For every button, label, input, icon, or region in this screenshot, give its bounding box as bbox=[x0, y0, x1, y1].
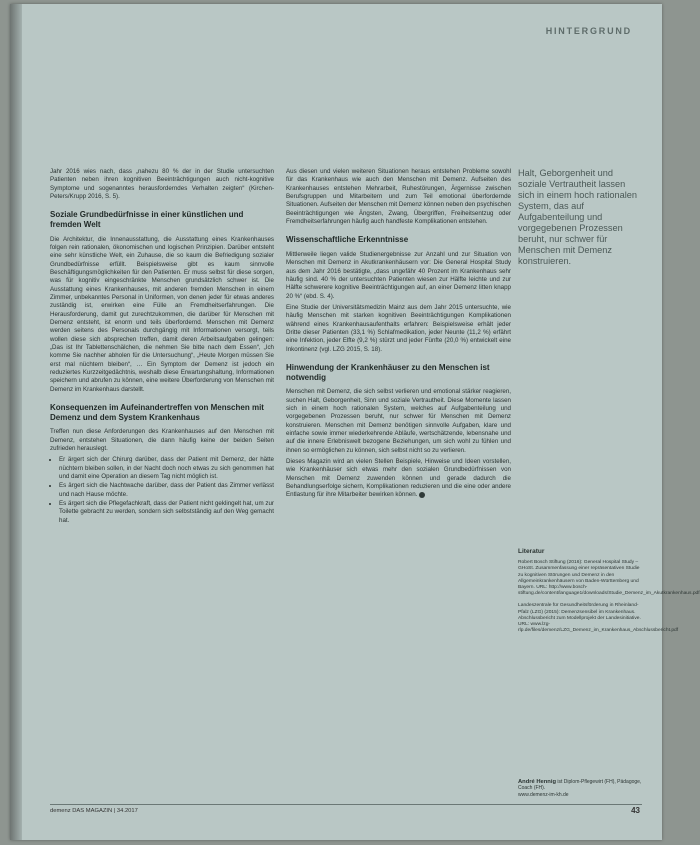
paragraph-problems: Aus diesen und vielen weiteren Situationen heraus entstehen Probleme sowohl für das Krankenhaus wie auch den Menschen mit Demenz. Aufseiten des Krankenhauses entstehen Mehrarbeit, Ruhestörungen, Ärgernisse zwischen Berufsgruppen und Mitarbeitern und zum Teil emotional überfordernde Situationen. Aufseiten der Menschen mit Demenz können neben den psychischen Beeinträchtigungen wie Ängsten, Zwang, Übergriffen, Freiheitsentzug oder Fremdheitserfahrungen häufig auch handfeste Komplikationen entstehen. bbox=[286, 168, 511, 226]
author-bio: ist Diplom-Pflegewirt (FH), Pädagoge, Coach (FH). bbox=[518, 779, 642, 792]
intro-paragraph: Jahr 2016 wies nach, dass „nahezu 80 % der in der Studie untersuchten Patienten neben ihren kognitiven Beeinträchtigungen auch nicht-kognitive Symptome und sogenanntes herausforderndes Verhalten zeigten“ (Kirchen-Peters/Krupp 2016, S. 5). bbox=[50, 168, 274, 201]
heading-social-needs: Soziale Grundbedürfnisse in einer künstlichen und fremden Welt bbox=[50, 210, 244, 229]
list-item: • Er ärgert sich der Chirurg darüber, dass der Patient mit Demenz, der hätte nüchtern bleiben sollen, in der Nacht doch noch etwas zu sich genommen hat und damit eine Operation an diesem Tag nicht möglich ist. bbox=[59, 456, 274, 481]
list-item: • Es ärgert sich die Pflegefachkraft, dass der Patient nicht geklingelt hat, um zur Toilette gebracht zu werden, sondern sich selbstständig auf den Weg gemacht hat. bbox=[59, 500, 274, 525]
paragraph-consequences: Treffen nun diese Anforderungen des Krankenhauses auf den Menschen mit Demenz, entstehen Situationen, die dann häufig keine der beiden Seiten zufrieden herauslegt. bbox=[50, 428, 274, 452]
closing-text: Dieses Magazin wird an vielen Stellen Beispiele, Hinweise und Ideen vorstellen, wie Krankenhäuser sich etwas mehr den sozialen Grundbedürfnissen von Menschen mit Demenz zuwenden können und gerade dadurch die Behandlungserfolge sichern, Komplikationen reduzieren und die eine oder andere Entlastung für ihre Mitarbeiter bewirken können. bbox=[286, 458, 511, 499]
column-right bbox=[518, 168, 642, 270]
literature-box bbox=[518, 548, 700, 640]
page-spine bbox=[10, 4, 22, 840]
consequence-list bbox=[50, 456, 274, 525]
column-middle bbox=[286, 168, 511, 503]
footer-publication: demenz DAS MAGAZIN | 34.2017 bbox=[50, 808, 138, 814]
pull-quote: Halt, Geborgenheit und soziale Vertrautheit lassen sich in einem hoch rationalen System, das auf Aufgabenteilung und vorgegebenen Prozessen beruht, nur schwer für Menschen mit Demenz konstruieren. bbox=[518, 168, 637, 266]
author-url[interactable]: www.demenz-im-kh.de bbox=[518, 791, 569, 798]
paragraph-needs: Menschen mit Demenz, die sich selbst verlieren und emotional stärker reagieren, suchen Halt, Geborgenheit, Sinn und soziale Vertrautheit. Diese Momente lassen sich in einem hoch rationalen System, welches auf Aufgabenteilung und vorgegebenen Prozessen beruht, nur schwer für Menschen mit Demenz konstruieren. Menschen mit Demenz benötigen sinnvolle Aufgaben, klare und einfache sowie immer wiederkehrende Abläufe, wertschätzende, lebensnahe und auf die innere Erlebniswelt bezogene Beziehungen, um sich wohl zu fühlen und ihnen so ermöglichen zu können, sich selbst nicht so zu verlieren. bbox=[286, 388, 511, 454]
section-label: HINTERGRUND bbox=[545, 26, 632, 36]
literature-heading: Literatur bbox=[518, 548, 545, 555]
magazine-page bbox=[10, 4, 700, 840]
paragraph-closing bbox=[286, 458, 511, 500]
list-item: • Es ärgert sich die Nachtwache darüber, dass der Patient das Zimmer verlässt und nach Hause möchte. bbox=[59, 482, 274, 499]
paragraph-mainz-study: Eine Studie der Universitätsmedizin Mainz aus dem Jahr 2015 untersuchte, wie häufig Menschen mit starken kognitiven Beeinträchtigungen Komplikationen während eines Krankenhausaufenthalts erfahren: Beispielsweise erhält jeder Dritte dieser Patienten (33,1 %) Schlafmedikation, jeder Neunte (11,2 %) erfährt eine Infektion, jeder Elfte (9,2 %) stürzt und jeder Fünfte (20,0 %) entwickelt eine Inkontinenz (vgl. LZG 2015, S. 18). bbox=[286, 304, 511, 353]
author-box bbox=[518, 779, 642, 798]
heading-consequences: Konsequenzen im Aufeinandertreffen von Menschen mit Demenz und dem System Krankenhaus bbox=[50, 403, 264, 422]
footer-divider bbox=[50, 804, 642, 805]
column-left bbox=[50, 168, 274, 526]
literature-item: Landeszentrale für Gesundheitsförderung in Rheinland-Pfalz (LZG) (2015): Demenzsensibel im Krankenhaus. Abschlussbericht zum Modellprojekt der Landesinitiative. URL: www.lzg-rlp.de/files/demenz/LZG_Demenz_im_Krankenhaus_Abschlussbericht.pdf bbox=[518, 603, 679, 634]
heading-hospitals: Hinwendung der Krankenhäuser zu den Menschen ist notwendig bbox=[286, 363, 490, 382]
author-name: André Hennig bbox=[518, 779, 557, 785]
paragraph-social-needs: Die Architektur, die Innenausstattung, die Ausstattung eines Krankenhauses folgen rein rationalen, ökonomischen und logischen Prinzipien. Darüber entsteht eine sehr künstliche Welt, ein Zuhause, die so kaum die Befriedigung sozialer Grundbedürfnisse erfüllt. Beispielsweise gibt es kaum sinnvolle Beschäftigungsmöglichkeiten für den Patienten. Er muss selbst für diese sorgen, was für kognitiv eingeschränkte Menschen grundsätzlich schwer ist. Die Ausstattung eines Krankenhauses, mit anderen fremden Menschen in einem Zimmer, unbekanntes Personal in Uniformen, von denen jeder für etwas anderes zuständig ist, erwirken eine Fülle an Fremdheitserfahrungen. Die Herausforderung, damit gut zurechtzukommen, die darüber für Menschen mit Demenz entsteht, ist enorm und teils überfordernd. Menschen mit Demenz werden seitens des Personals durchgängig mit Informationen versorgt, teils wollen diese sich absprechen treffen, damit deren Arbeitsaufgaben gelingen: „Das ist Ihr Tablettenschälchen, die nehmen Sie bitte nach dem Essen“, „Ich komme Sie nachher abholen für die Untersuchung“, „Heute Morgen müssen Sie erst mal nüchtern bleiben“, … Ein Symptom der Demenz ist jedoch ein reduziertes Kurzzeitgedächtnis, weshalb diese Erwartungshaltung, Informationen speichern und abrufen zu können, eine weitere Überforderung von Menschen mit Demenz im Krankenhaus darstellt. bbox=[50, 235, 274, 393]
literature-item: Robert Bosch Stiftung (2016): General Hospital Study – GHoSt. Zusammenfassung einer repräsentativen Studie zu kognitiven Störungen und Demenz in den Allgemeinkrankenhäusern von Baden-Württemberg und Bayern. URL: http://www.bosch-stiftung.de/content/language1/downloads/Studie_Demenz_im_Akutkrankenhaus.pdf bbox=[518, 560, 700, 597]
end-mark-icon bbox=[419, 492, 425, 498]
page-number: 43 bbox=[631, 806, 640, 815]
heading-findings: Wissenschaftliche Erkenntnisse bbox=[286, 235, 409, 245]
paragraph-ghost-study: Mittlerweile liegen valide Studienergebnisse zur Anzahl und zur Situation von Menschen mit Demenz in Akutkrankenhäusern vor: Die General Hospital Study aus dem Jahr 2016 bestätigte, „dass ungefähr 40 Prozent im Krankenhaus sehr häufig sind. 40 % der untersuchten Patienten wiesen zur Hälfte leichte und zur Hälfte schwerere kognitive Beeinträchtigungen auf, an einer Demenz litten knapp 20 %“ (ebd. S. 4). bbox=[286, 251, 511, 300]
